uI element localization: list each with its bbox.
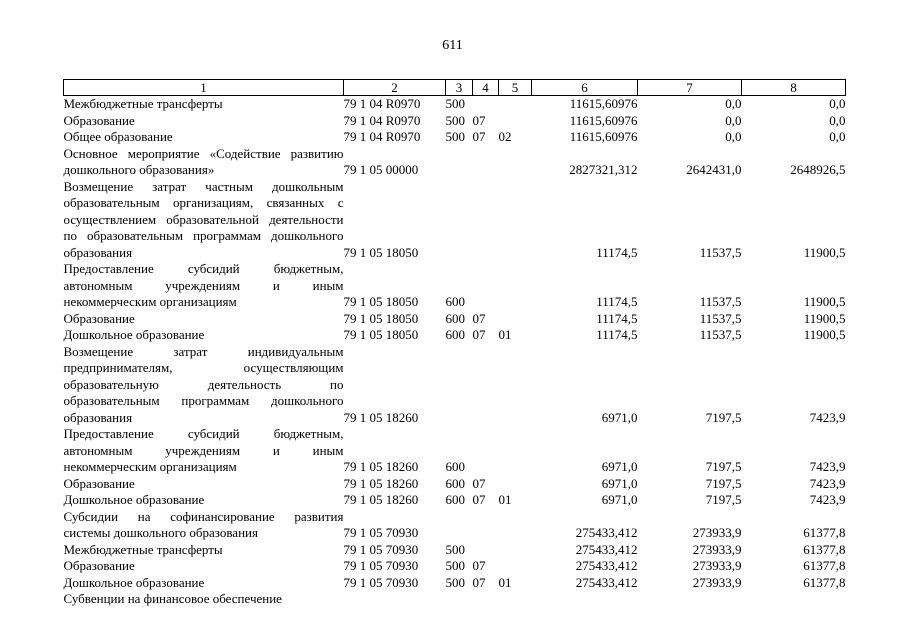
row-col3	[446, 509, 473, 542]
row-col3	[446, 179, 473, 262]
table-row	[64, 113, 846, 130]
row-value-6: 11615,60976	[569, 96, 638, 111]
row-value-8: 7423,9	[809, 475, 846, 491]
row-value-7: 273933,9	[692, 558, 742, 573]
table-row	[64, 179, 846, 262]
row-code: 79 1 05 70930	[343, 525, 419, 540]
row-col5	[499, 558, 532, 575]
table-row	[64, 261, 846, 311]
row-name: Общее образование	[63, 129, 173, 144]
row-code: 79 1 05 70930	[343, 558, 419, 573]
table-row	[64, 558, 846, 575]
row-name: Дошкольное образование	[63, 492, 205, 507]
row-value-8: 11900,5	[803, 310, 846, 326]
row-col4	[473, 542, 499, 559]
row-col5	[499, 509, 532, 542]
row-value-6: 275433,412	[575, 541, 638, 557]
row-col3: 500	[445, 558, 465, 573]
row-code: 79 1 05 18050	[343, 327, 419, 342]
row-value-6: 11174,5	[596, 294, 638, 309]
row-col4: 07	[472, 129, 486, 144]
row-name: Образование	[63, 558, 135, 573]
row-value-6: 275433,412	[575, 525, 638, 540]
row-value-8: 11900,5	[803, 327, 846, 342]
row-name: Субсидии на софинансирование развития системы дошкольного образования	[63, 508, 344, 540]
row-name: Межбюджетные трансферты	[63, 96, 223, 111]
row-code: 79 1 05 18050	[343, 310, 419, 326]
row-value-7: 0,0	[725, 96, 742, 111]
table-row	[64, 476, 846, 493]
row-value-6: 11174,5	[596, 244, 638, 260]
row-col5	[499, 113, 532, 130]
row-col3: 500	[445, 96, 465, 111]
row-col3: 600	[445, 310, 465, 326]
row-value-8: 61377,8	[803, 558, 846, 573]
row-code: 79 1 04 R0970	[343, 129, 421, 144]
row-value-8: 7423,9	[809, 492, 846, 507]
row-col3: 500	[445, 112, 465, 128]
row-col3: 500	[445, 574, 465, 590]
table-row	[64, 542, 846, 559]
row-col4	[473, 96, 499, 113]
row-value-7: 0,0	[725, 129, 742, 144]
header-col-7: 7	[638, 80, 742, 96]
row-col4: 07	[472, 112, 486, 128]
row-value-6: 11174,5	[596, 327, 638, 342]
table-row	[64, 96, 846, 113]
table-row	[64, 591, 846, 608]
row-code: 79 1 05 18260	[343, 492, 419, 507]
row-name: Образование	[63, 475, 135, 491]
row-code: 79 1 05 18260	[343, 459, 419, 474]
row-col4	[473, 261, 499, 311]
row-name: Дошкольное образование	[63, 327, 205, 342]
row-col3: 500	[445, 541, 465, 557]
row-value-6: 11174,5	[596, 310, 638, 326]
row-value-8: 2648926,5	[790, 162, 846, 177]
row-value-7: 11537,5	[699, 310, 742, 326]
row-code: 79 1 05 18260	[343, 475, 419, 491]
row-col4: 07	[472, 475, 486, 491]
row-value-6: 2827321,312	[569, 162, 638, 177]
header-col-5: 5	[499, 80, 532, 96]
row-col5	[499, 311, 532, 328]
table-row	[64, 344, 846, 427]
row-col4: 07	[472, 574, 486, 590]
row-value-6: 11615,60976	[569, 129, 638, 144]
table-row	[64, 509, 846, 542]
row-code: 79 1 04 R0970	[343, 96, 421, 111]
row-value-8: 0,0	[829, 112, 846, 128]
table-row	[64, 146, 846, 179]
header-col-3: 3	[446, 80, 473, 96]
row-name: Возмещение затрат частным дошкольным образовательным организациям, связанных с осуществлением образовательной деятельности по образовательным программам дошкольного образования	[63, 178, 344, 260]
row-col5	[499, 476, 532, 493]
row-value-8: 0,0	[829, 129, 846, 144]
row-col5	[499, 179, 532, 262]
row-col4: 07	[472, 310, 486, 326]
row-value-6: 275433,412	[575, 574, 638, 590]
row-col4: 07	[472, 558, 486, 573]
budget-table	[63, 79, 846, 608]
row-col3: 600	[445, 492, 465, 507]
row-col5	[499, 426, 532, 476]
row-col4	[473, 426, 499, 476]
row-col3	[446, 591, 473, 608]
row-value-6: 275433,412	[575, 558, 638, 573]
row-code: 79 1 05 00000	[343, 162, 419, 177]
row-value-6: 6971,0	[601, 409, 638, 425]
table-row	[64, 311, 846, 328]
row-col3: 500	[445, 129, 465, 144]
row-value-6: 6971,0	[601, 459, 638, 474]
row-name: Предоставление субсидий бюджетным, автономным учреждениям и иным некоммерческим организациям	[63, 261, 344, 309]
row-value-6: 6971,0	[601, 492, 638, 507]
row-value-7: 0,0	[725, 112, 742, 128]
row-value-7: 7197,5	[705, 475, 742, 491]
row-value-6	[532, 591, 638, 608]
row-value-8: 11900,5	[803, 294, 846, 309]
row-col4	[473, 179, 499, 262]
header-col-2: 2	[344, 80, 446, 96]
row-col3: 600	[445, 294, 465, 309]
row-col4	[473, 344, 499, 427]
row-name: Основное мероприятие «Содействие развитию дошкольного образования»	[63, 145, 344, 177]
row-code: 79 1 04 R0970	[343, 112, 421, 128]
row-value-7: 11537,5	[699, 294, 742, 309]
row-col5	[499, 96, 532, 113]
row-value-7: 273933,9	[692, 574, 742, 590]
row-col4	[473, 146, 499, 179]
row-value-7: 273933,9	[692, 541, 742, 557]
header-col-6: 6	[532, 80, 638, 96]
header-col-1: 1	[64, 80, 344, 96]
row-code: 79 1 05 18050	[343, 294, 419, 309]
table-row	[64, 327, 846, 344]
row-col4: 07	[472, 327, 486, 342]
row-value-8: 61377,8	[803, 574, 846, 590]
row-name: Предоставление субсидий бюджетным, автономным учреждениям и иным некоммерческим организациям	[63, 426, 344, 474]
row-col5	[499, 261, 532, 311]
row-value-7	[638, 591, 742, 608]
row-code	[344, 591, 446, 608]
row-name: Дошкольное образование	[63, 574, 205, 590]
row-value-7: 2642431,0	[686, 162, 742, 177]
table-row	[64, 426, 846, 476]
row-col5	[499, 542, 532, 559]
row-value-8: 0,0	[829, 96, 846, 111]
row-value-7: 11537,5	[699, 327, 742, 342]
row-value-7: 7197,5	[705, 459, 742, 474]
row-value-6: 11615,60976	[569, 112, 638, 128]
row-col3: 600	[445, 459, 465, 474]
row-name: Образование	[63, 310, 135, 326]
table-row	[64, 575, 846, 592]
page-number: 611	[442, 38, 463, 53]
table-row	[64, 129, 846, 146]
row-col5	[499, 591, 532, 608]
row-col5: 01	[498, 574, 512, 590]
row-value-7: 11537,5	[699, 244, 742, 260]
header-col-4: 4	[473, 80, 499, 96]
row-col4	[473, 509, 499, 542]
row-code: 79 1 05 70930	[343, 574, 419, 590]
row-value-8: 7423,9	[809, 409, 846, 425]
row-col4: 07	[472, 492, 486, 507]
row-col5	[499, 146, 532, 179]
row-value-8: 61377,8	[803, 525, 846, 540]
row-col5: 01	[498, 492, 512, 507]
row-name: Возмещение затрат индивидуальным предпринимателям, осуществляющим образовательную деятельность по образовательным программам дошкольного образования	[63, 343, 344, 425]
row-name: Субвенции на финансовое обеспечение	[63, 591, 282, 606]
row-col3: 600	[445, 475, 465, 491]
row-col5: 01	[498, 327, 512, 342]
row-col3	[446, 344, 473, 427]
row-col5	[499, 344, 532, 427]
row-col3: 600	[445, 327, 465, 342]
row-name: Образование	[63, 112, 135, 128]
row-value-7: 273933,9	[692, 525, 742, 540]
row-value-7: 7197,5	[705, 409, 742, 425]
header-row	[64, 80, 846, 96]
row-col4	[473, 591, 499, 608]
table-row	[64, 492, 846, 509]
row-code: 79 1 05 70930	[343, 541, 419, 557]
header-col-8: 8	[742, 80, 846, 96]
row-value-8: 7423,9	[809, 459, 846, 474]
row-name: Межбюджетные трансферты	[63, 541, 223, 557]
row-col3	[446, 146, 473, 179]
row-value-6: 6971,0	[601, 475, 638, 491]
row-value-8: 61377,8	[803, 541, 846, 557]
row-value-8: 11900,5	[803, 244, 846, 260]
row-value-8	[742, 591, 846, 608]
row-value-7: 7197,5	[705, 492, 742, 507]
row-code: 79 1 05 18260	[343, 409, 419, 425]
row-col5: 02	[498, 129, 512, 144]
row-code: 79 1 05 18050	[343, 244, 419, 260]
